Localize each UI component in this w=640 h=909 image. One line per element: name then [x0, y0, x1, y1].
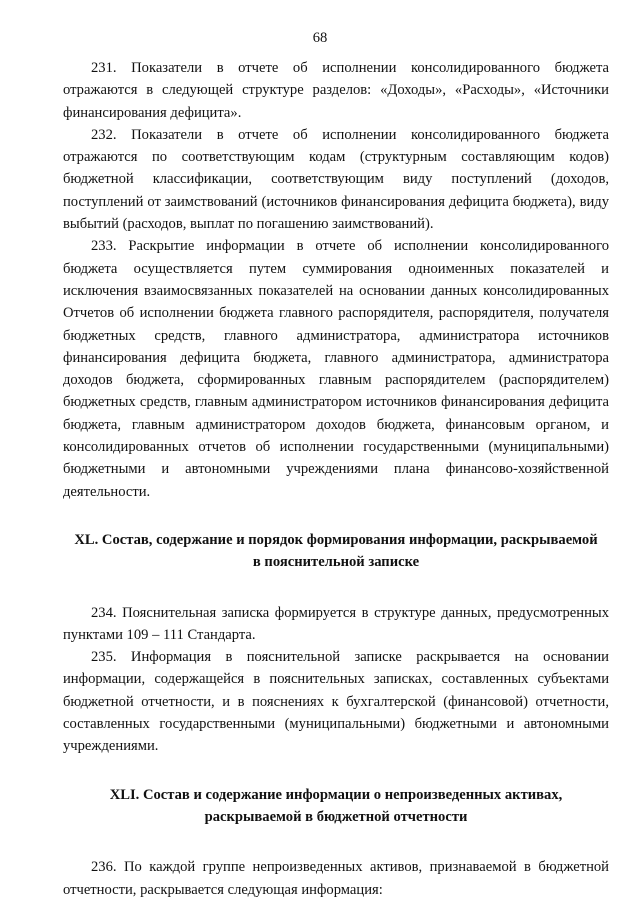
document-body — [63, 57, 609, 901]
paragraph-231: 231. Показатели в отчете об исполнении консолидированного бюджета отражаются в следующей структуре разделов: «Доходы», «Расходы», «Источники финансирования дефицита». — [63, 60, 609, 121]
paragraph-235: 235. Информация в пояснительной записке раскрывается на основании информации, содержащейся в пояснительных записках, составленных субъектами бюджетной отчетности, и в пояснениях к бухгалтерской (финансовой) отчетности, составленных государственными (муниципальными) бюджетными и автономными учреждениями. — [63, 649, 609, 755]
section-heading-xli-line1: XLI. Состав и содержание информации о непроизведенных активах, — [109, 786, 563, 803]
section-heading-xl — [63, 529, 609, 574]
section-heading-xl-line2: в пояснительной записке — [252, 554, 420, 571]
section-heading-xli — [63, 784, 609, 829]
paragraph-233: 233. Раскрытие информации в отчете об исполнении консолидированного бюджета осуществляется путем суммирования одноименных показателей и исключения взаимосвязанных показателей на основании данных консолидированных Отчетов об исполнении бюджета главного распорядителя, распорядителя, получателя бюджетных средств, главного администратора, администратора источников финансирования дефицита бюджета, главного администратора, администратора доходов бюджета, сформированных главным распорядителем (распорядителем) бюджетных средств, главным администратором источников финансирования дефицита бюджета, главным администратором доходов бюджета, финансовым органом, и консолидированных отчетов об исполнении государственными (муниципальными) бюджетными и автономными учреждениями плана финансово-хозяйственной деятельности. — [63, 238, 609, 500]
paragraph-236: 236. По каждой группе непроизведенных активов, признаваемой в бюджетной отчетности, раскрывается следующая информация: — [63, 859, 609, 898]
paragraph-234: 234. Пояснительная записка формируется в структуре данных, предусмотренных пунктами 109 – 111 Стандарта. — [63, 604, 609, 643]
section-heading-xli-line2: раскрываемой в бюджетной отчетности — [204, 808, 468, 825]
page-number: 68 — [312, 30, 328, 46]
section-heading-xl-line1: XL. Состав, содержание и порядок формирования информации, раскрываемой — [74, 531, 598, 548]
paragraph-232: 232. Показатели в отчете об исполнении консолидированного бюджета отражаются по соответствующим кодам (структурным составляющим кодов) бюджетной классификации, соответствующим виду поступлений (доходов, поступлений от заимствований (источников финансирования дефицита бюджета), виду выбытий (расходов, выплат по погашению заимствований). — [63, 126, 609, 233]
